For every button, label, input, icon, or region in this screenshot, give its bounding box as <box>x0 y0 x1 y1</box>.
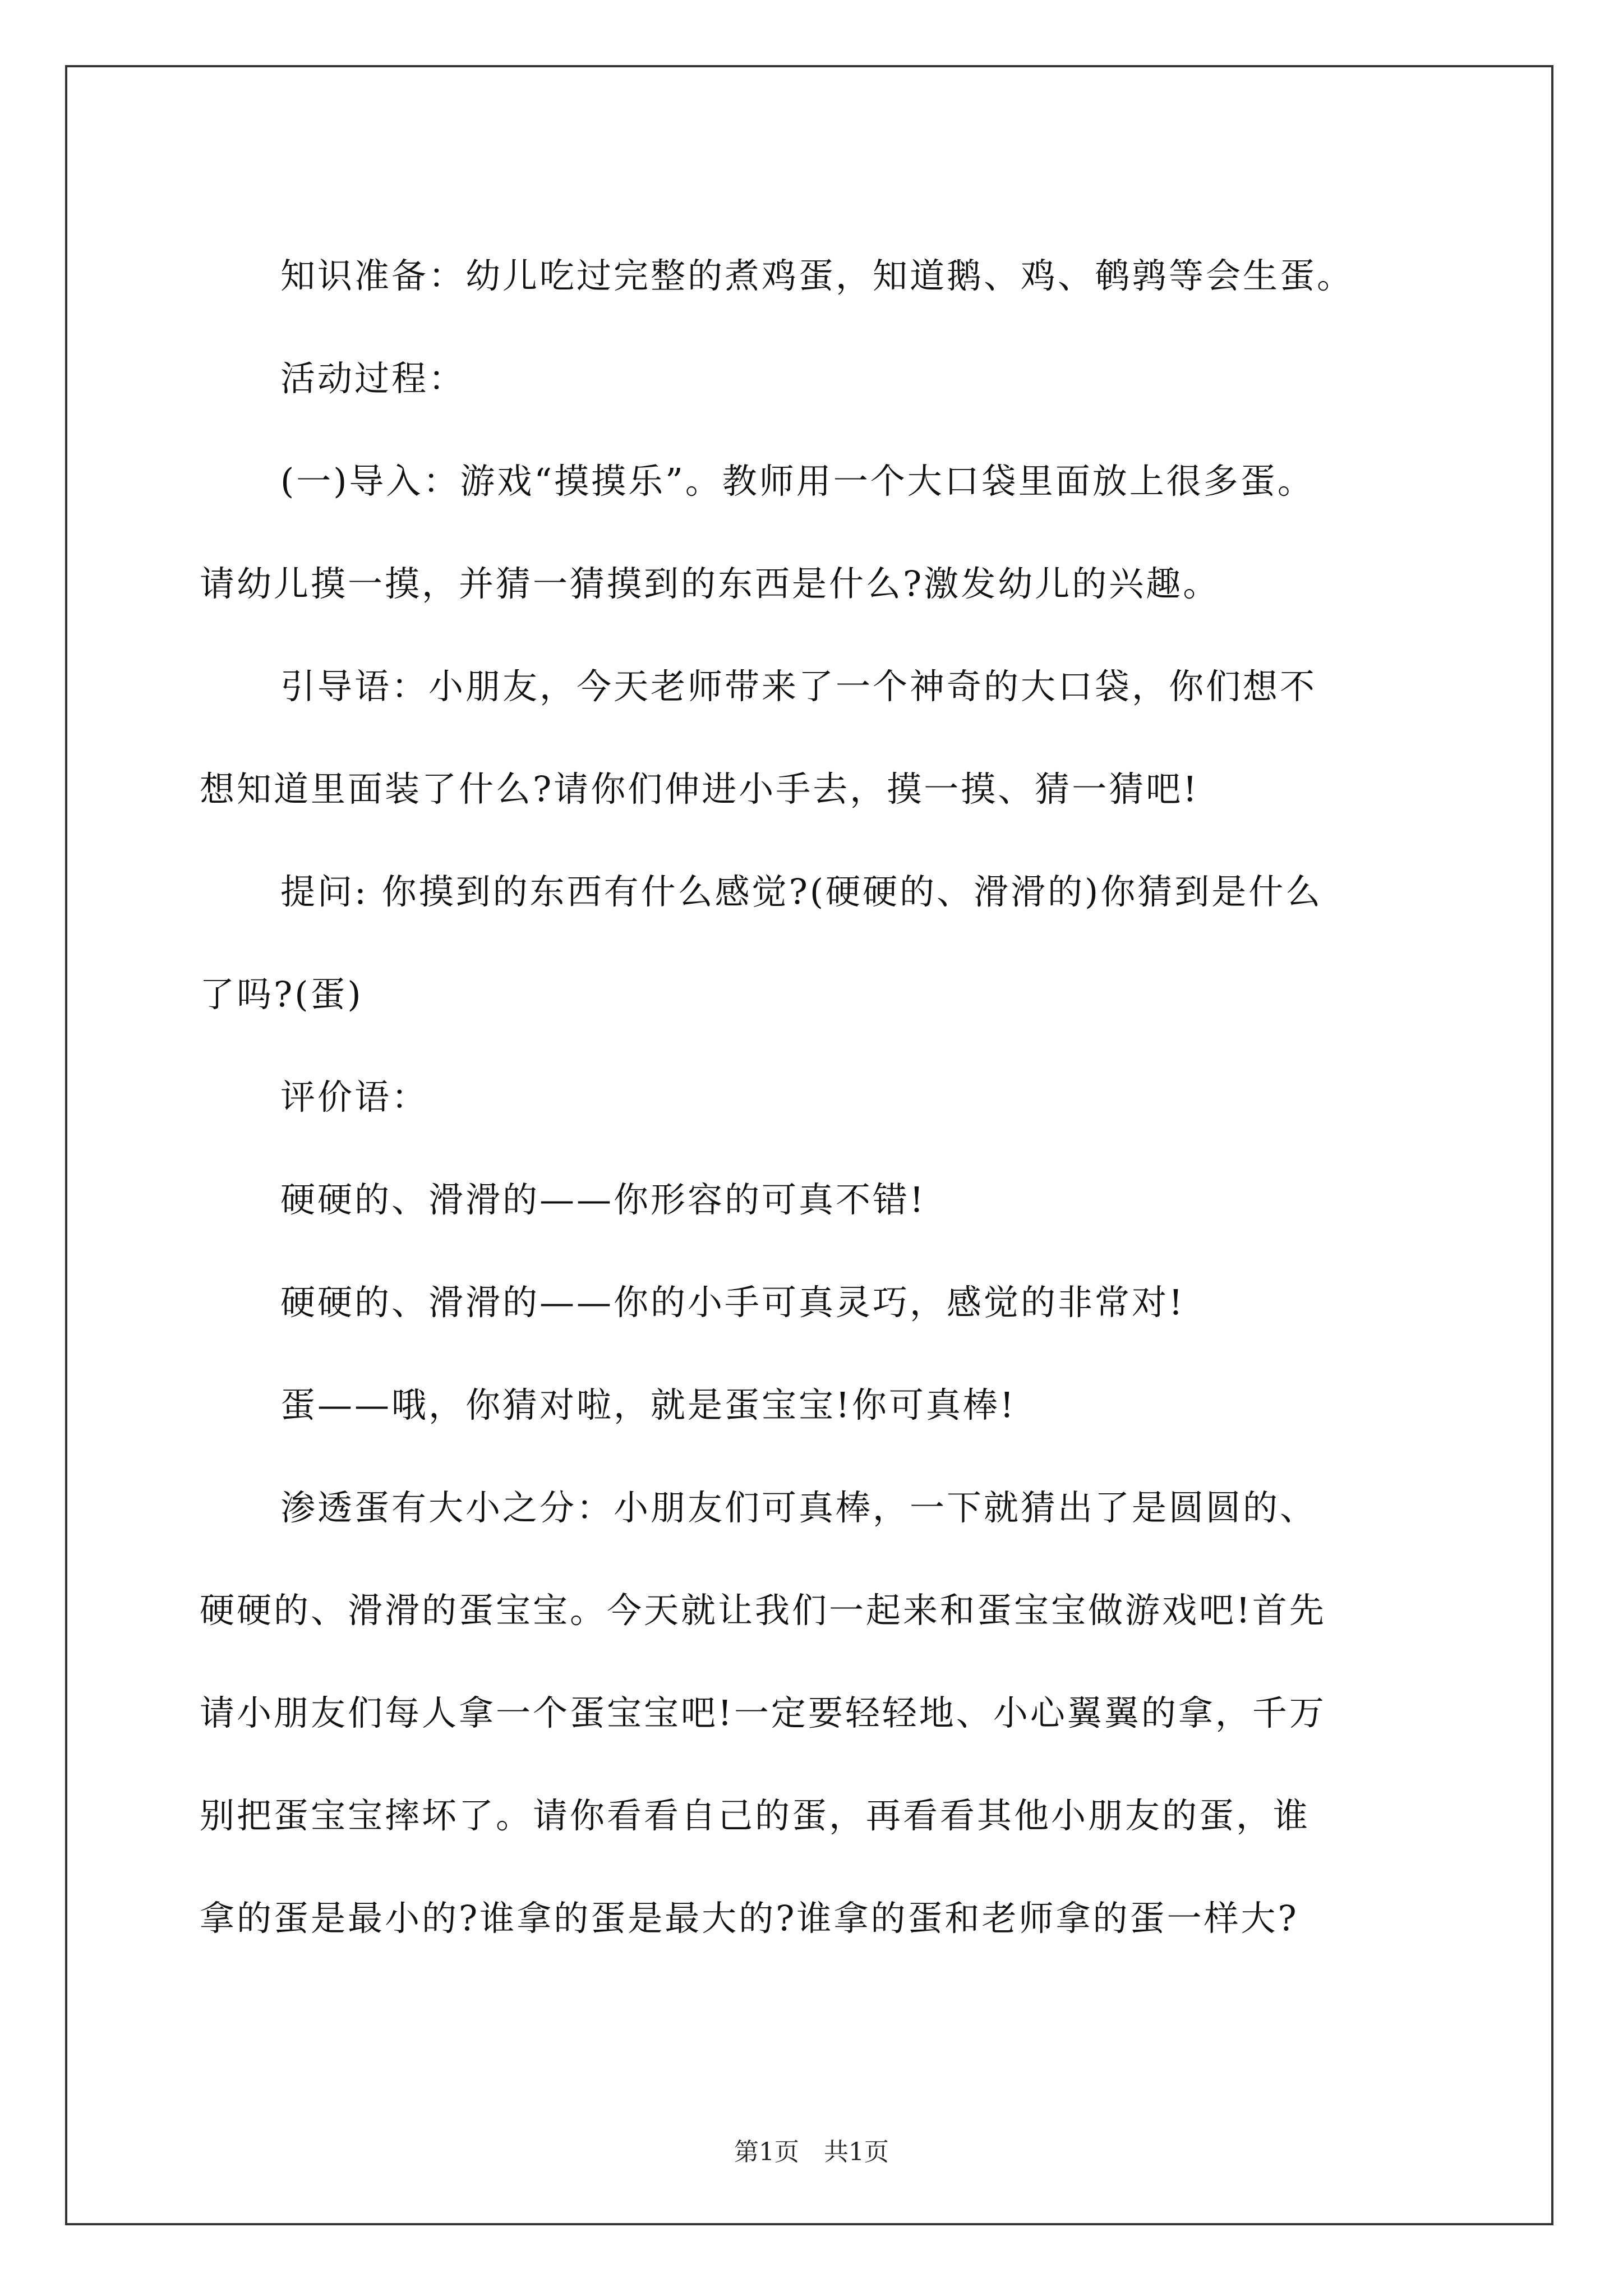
paragraph-size-line-1: 渗透蛋有大小之分：小朋友们可真棒，一下就猜出了是圆圆的、 <box>280 1487 1317 1528</box>
document-body <box>200 224 1433 1970</box>
page-number-footer: 第1页 共1页 <box>734 2138 889 2166</box>
paragraph-question-line-1: 提问: 你摸到的东西有什么感觉?(硬硬的、滑滑的)你猜到是什么 <box>280 871 1323 912</box>
paragraph-evaluation-3: 蛋——哦，你猜对啦，就是蛋宝宝!你可真棒! <box>280 1384 1016 1425</box>
paragraph-size-line-3: 请小朋友们每人拿一个蛋宝宝吧!一定要轻轻地、小心翼翼的拿，千万 <box>200 1692 1326 1733</box>
paragraph-intro-line-2: 请幼儿摸一摸，并猜一猜摸到的东西是什么?激发幼儿的兴趣。 <box>200 563 1220 604</box>
paragraph-knowledge-prep: 知识准备：幼儿吃过完整的煮鸡蛋，知道鹅、鸡、鹌鹑等会生蛋。 <box>280 255 1354 296</box>
paragraph-guide-line-1: 引导语：小朋友，今天老师带来了一个神奇的大口袋，你们想不 <box>280 666 1317 707</box>
paragraph-size-line-2: 硬硬的、滑滑的蛋宝宝。今天就让我们一起来和蛋宝宝做游戏吧!首先 <box>200 1590 1326 1631</box>
paragraph-question-line-2: 了吗?(蛋) <box>200 974 363 1015</box>
paragraph-evaluation-1: 硬硬的、滑滑的——你形容的可真不错! <box>280 1179 926 1220</box>
paragraph-evaluation-2: 硬硬的、滑滑的——你的小手可真灵巧，感觉的非常对! <box>280 1282 1185 1323</box>
paragraph-size-line-4: 别把蛋宝宝摔坏了。请你看看自己的蛋，再看看其他小朋友的蛋，谁 <box>200 1795 1311 1836</box>
paragraph-size-line-5: 拿的蛋是最小的?谁拿的蛋是最大的?谁拿的蛋和老师拿的蛋一样大? <box>200 1898 1299 1939</box>
paragraph-evaluation-heading: 评价语： <box>280 1076 429 1117</box>
paragraph-guide-line-2: 想知道里面装了什么?请你们伸进小手去，摸一摸、猜一猜吧! <box>200 769 1200 809</box>
paragraph-activity-process: 活动过程： <box>280 358 466 399</box>
paragraph-intro-line-1: (一)导入：游戏“摸摸乐”。教师用一个大口袋里面放上很多蛋。 <box>280 461 1315 501</box>
